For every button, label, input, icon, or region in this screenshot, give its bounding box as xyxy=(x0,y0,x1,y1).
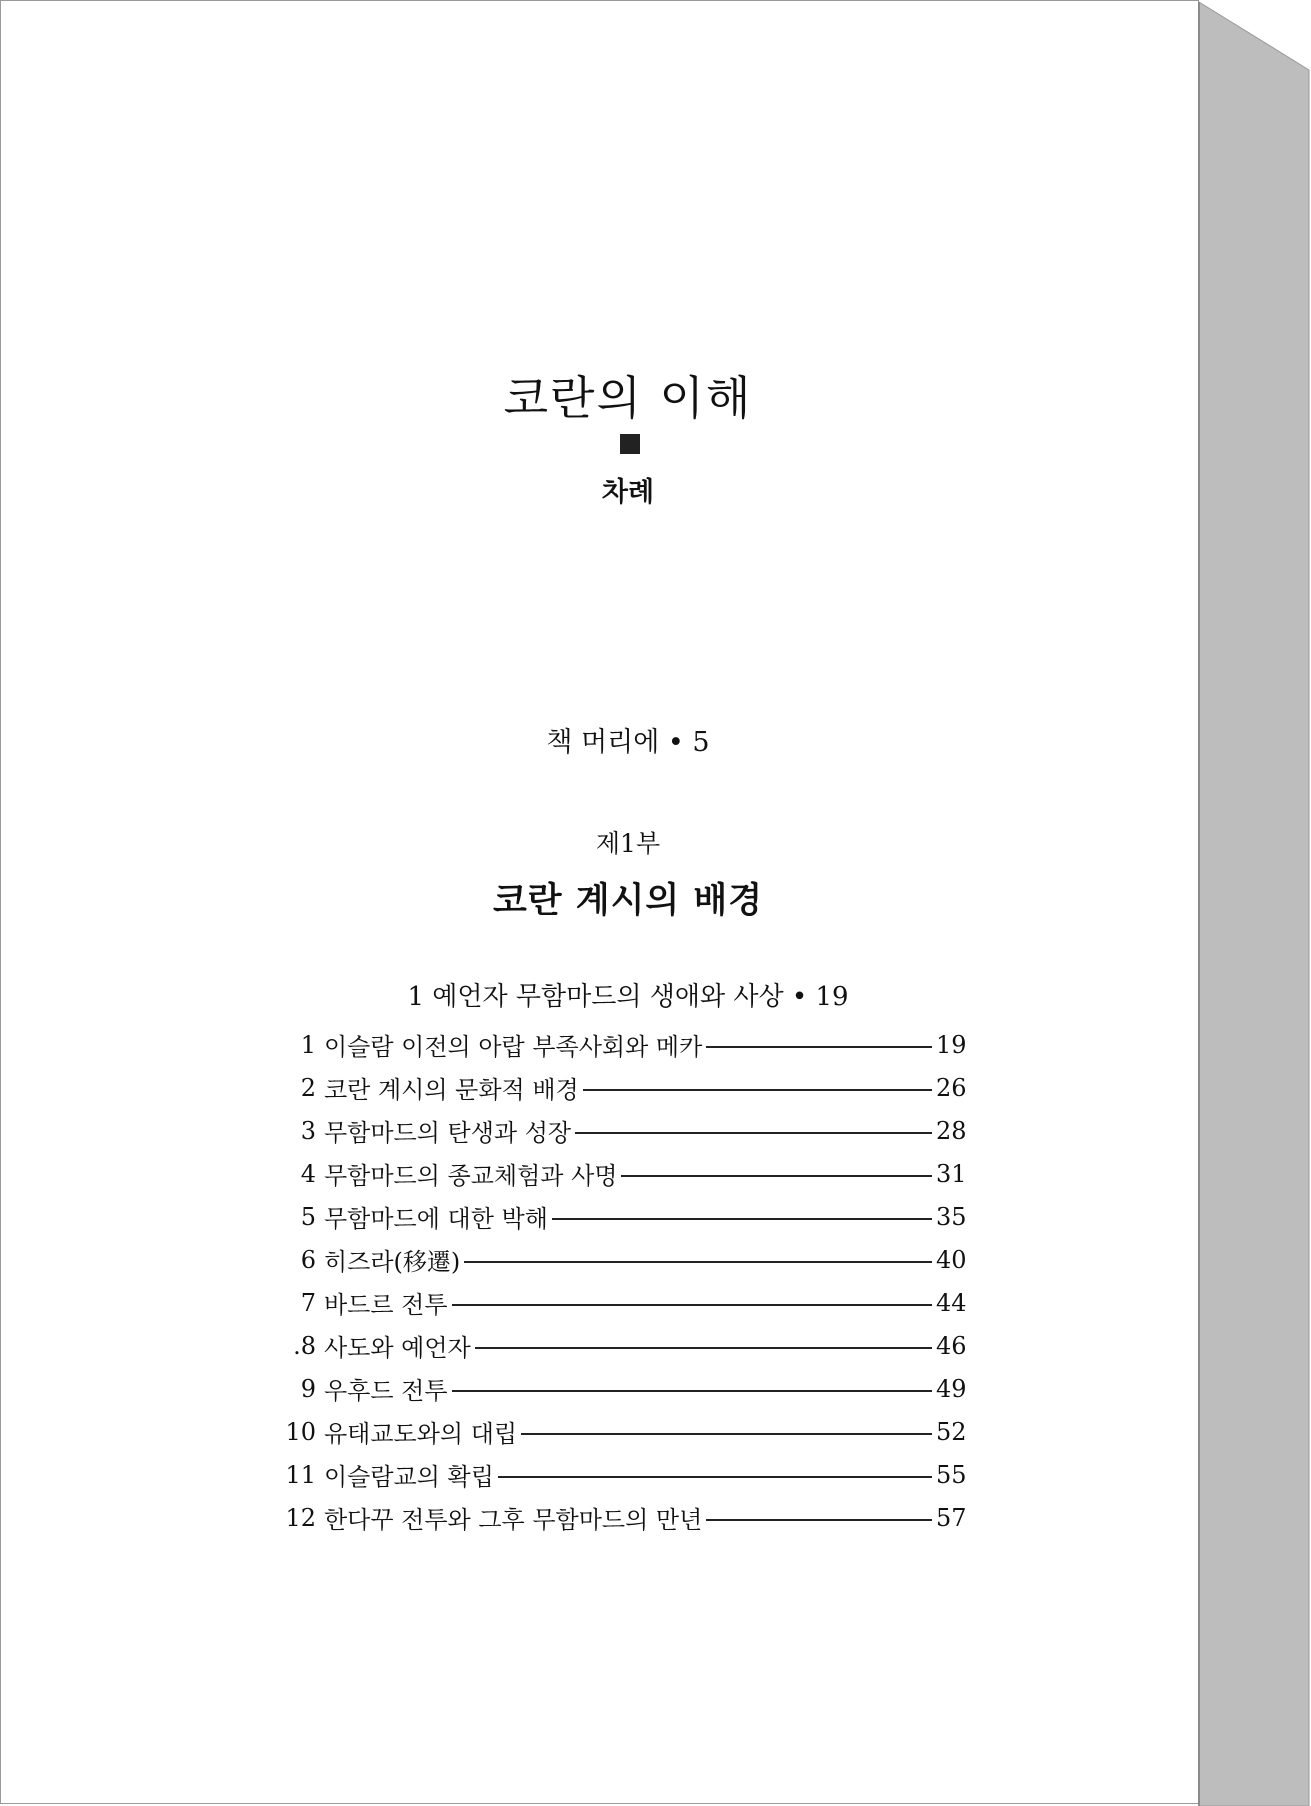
chapter-heading: 1 예언자 무함마드의 생애와 사상 • 19 xyxy=(407,982,849,1012)
toc-page-number: 26 xyxy=(936,1073,967,1102)
toc-title: 코란 계시의 문화적 배경 xyxy=(324,1076,579,1104)
toc-leader-line xyxy=(475,1347,932,1349)
toc-leader-line xyxy=(498,1476,932,1478)
toc-title: 이슬람 이전의 아랍 부족사회와 메카 xyxy=(324,1033,703,1061)
toc-leader-line xyxy=(575,1132,932,1134)
toc-row xyxy=(282,1324,967,1367)
toc-page-number: 44 xyxy=(936,1288,967,1317)
preface-entry: 책 머리에 • 5 xyxy=(546,727,710,758)
toc-row xyxy=(282,1367,967,1410)
toc-leader-line xyxy=(583,1089,932,1091)
toc-number: 6 xyxy=(300,1245,316,1274)
toc-number: 7 xyxy=(300,1288,316,1317)
toc-list xyxy=(282,1023,967,1539)
toc-title: 유태교도와의 대립 xyxy=(324,1420,518,1448)
toc-number: .8 xyxy=(293,1331,316,1360)
toc-number: 9 xyxy=(300,1374,316,1403)
toc-page-number: 52 xyxy=(936,1417,967,1446)
toc-leader-line xyxy=(552,1218,932,1220)
toc-title: 무함마드의 탄생과 성장 xyxy=(324,1119,572,1147)
part-title: 코란 계시의 배경 xyxy=(492,880,764,921)
toc-leader-line xyxy=(464,1261,932,1263)
toc-leader-line xyxy=(621,1175,932,1177)
toc-title: 사도와 예언자 xyxy=(324,1334,471,1362)
toc-row xyxy=(282,1195,967,1238)
toc-title: 우후드 전투 xyxy=(324,1377,448,1405)
toc-page-number: 57 xyxy=(936,1503,967,1532)
toc-row xyxy=(282,1496,967,1539)
toc-number: 3 xyxy=(300,1116,316,1145)
toc-page-number: 19 xyxy=(936,1030,967,1059)
toc-row xyxy=(282,1281,967,1324)
toc-title: 무함마드의 종교체험과 사명 xyxy=(324,1162,618,1190)
toc-title: 무함마드에 대한 박해 xyxy=(324,1205,548,1233)
toc-row xyxy=(282,1066,967,1109)
toc-number: 5 xyxy=(300,1202,316,1231)
toc-number: 4 xyxy=(300,1159,316,1188)
toc-number: 2 xyxy=(300,1073,316,1102)
toc-leader-line xyxy=(706,1519,932,1521)
toc-number: 12 xyxy=(285,1503,316,1532)
toc-row xyxy=(282,1238,967,1281)
toc-page-number: 40 xyxy=(936,1245,967,1274)
toc-page-number: 28 xyxy=(936,1116,967,1145)
toc-leader-line xyxy=(521,1433,932,1435)
toc-number: 10 xyxy=(285,1417,316,1446)
toc-page-number: 49 xyxy=(936,1374,967,1403)
toc-title: 바드르 전투 xyxy=(324,1291,448,1319)
toc-title: 이슬람교의 확립 xyxy=(324,1463,494,1491)
toc-leader-line xyxy=(706,1046,932,1048)
toc-row xyxy=(282,1109,967,1152)
toc-number: 11 xyxy=(285,1460,316,1489)
toc-page-number: 35 xyxy=(936,1202,967,1231)
toc-leader-line xyxy=(452,1304,932,1306)
toc-title: 한다꾸 전투와 그후 무함마드의 만년 xyxy=(324,1506,703,1534)
part-label: 제1부 xyxy=(595,829,661,858)
toc-heading: 차례 xyxy=(601,477,655,508)
book-title: 코란의 이해 xyxy=(503,371,753,425)
toc-page-number: 46 xyxy=(936,1331,967,1360)
toc-page-number: 31 xyxy=(936,1159,967,1188)
toc-row xyxy=(282,1410,967,1453)
toc-number: 1 xyxy=(300,1030,316,1059)
toc-row xyxy=(282,1453,967,1496)
toc-page-number: 55 xyxy=(936,1460,967,1489)
toc-title: 히즈라(移遷) xyxy=(324,1248,461,1276)
toc-row xyxy=(282,1023,967,1066)
title-square-ornament xyxy=(620,434,640,454)
toc-row xyxy=(282,1152,967,1195)
toc-leader-line xyxy=(452,1390,932,1392)
